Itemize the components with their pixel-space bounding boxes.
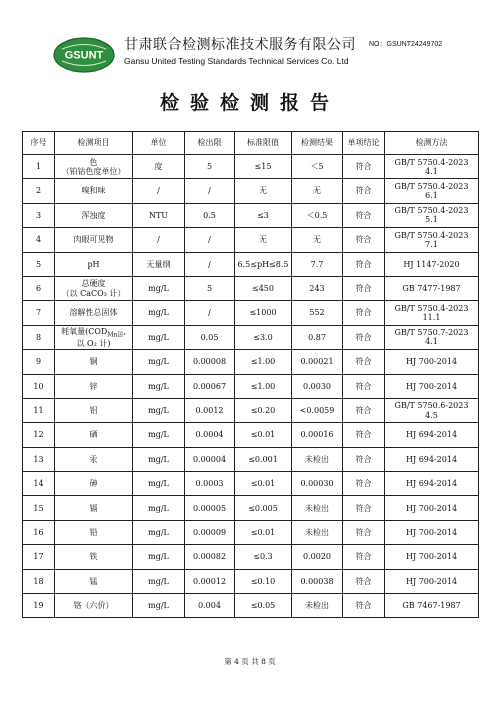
col-result-cell: 243 — [292, 276, 343, 300]
table-row — [23, 374, 479, 398]
col-standard-limit-cell: 无 — [235, 228, 292, 252]
results-table — [22, 131, 479, 618]
col-detection-limit-cell: 0.00082 — [185, 545, 235, 569]
col-method-cell: HJ 694-2014 — [385, 423, 479, 447]
col-detection-limit-cell: 0.0003 — [185, 472, 235, 496]
col-seq-cell: 5 — [23, 252, 55, 276]
logo-text: GSUNT — [64, 49, 104, 62]
col-method-cell: GB 7477-1987 — [385, 276, 479, 300]
col-detection-limit-cell: / — [185, 179, 235, 203]
col-detection-limit-cell: / — [185, 252, 235, 276]
col-standard-limit-cell: ≤0.3 — [235, 545, 292, 569]
col-detection-limit-cell: 0.00005 — [185, 496, 235, 520]
col-standard-limit-cell: ≤3.0 — [235, 325, 292, 349]
col-conclusion-cell: 符合 — [343, 594, 385, 618]
col-unit-cell: 度 — [133, 155, 185, 179]
col-conclusion-cell: 符合 — [343, 472, 385, 496]
col-standard-limit-cell: ≤0.001 — [235, 447, 292, 471]
table-row — [23, 496, 479, 520]
col-item-cell: pH — [55, 252, 133, 276]
col-method-cell: GB/T 5750.7-2023 4.1 — [385, 325, 479, 349]
header-col-unit: 单位 — [133, 132, 185, 155]
col-unit-cell: mg/L — [133, 423, 185, 447]
col-unit-cell: NTU — [133, 203, 185, 227]
table-row — [23, 350, 479, 374]
table-body — [23, 155, 479, 618]
col-standard-limit-cell: ≤0.20 — [235, 398, 292, 422]
table-row — [23, 276, 479, 300]
table-row — [23, 569, 479, 593]
table-row — [23, 155, 479, 179]
col-result-cell: <0.0059 — [292, 398, 343, 422]
col-unit-cell: mg/L — [133, 496, 185, 520]
col-detection-limit-cell: 0.05 — [185, 325, 235, 349]
col-result-cell: 未检出 — [292, 447, 343, 471]
col-standard-limit-cell: 6.5≤pH≤8.5 — [235, 252, 292, 276]
col-conclusion-cell: 符合 — [343, 447, 385, 471]
col-detection-limit-cell: 0.004 — [185, 594, 235, 618]
col-result-cell: 0.00038 — [292, 569, 343, 593]
col-item-cell: 汞 — [55, 447, 133, 471]
col-seq-cell: 11 — [23, 398, 55, 422]
col-unit-cell: mg/L — [133, 545, 185, 569]
table-row — [23, 545, 479, 569]
col-method-cell: GB 7467-1987 — [385, 594, 479, 618]
table-row — [23, 228, 479, 252]
table-row — [23, 252, 479, 276]
col-standard-limit-cell: ≤0.10 — [235, 569, 292, 593]
col-seq-cell: 13 — [23, 447, 55, 471]
col-seq-cell: 16 — [23, 520, 55, 544]
col-item-cell: 铝 — [55, 398, 133, 422]
col-method-cell: GB/T 5750.4-2023 7.1 — [385, 228, 479, 252]
col-standard-limit-cell: 无 — [235, 179, 292, 203]
col-result-cell: 0.00016 — [292, 423, 343, 447]
col-standard-limit-cell: ≤1.00 — [235, 350, 292, 374]
col-result-cell: 0.00030 — [292, 472, 343, 496]
col-standard-limit-cell: ≤0.01 — [235, 472, 292, 496]
col-item-cell: 锌 — [55, 374, 133, 398]
col-item-cell: 嗅和味 — [55, 179, 133, 203]
col-seq-cell: 4 — [23, 228, 55, 252]
col-conclusion-cell: 符合 — [343, 276, 385, 300]
col-unit-cell: mg/L — [133, 374, 185, 398]
col-item-cell: 耗氧量($COD_{Mn法}$, 以 O₂ 计) — [55, 325, 133, 349]
col-method-cell: HJ 700-2014 — [385, 374, 479, 398]
col-result-cell: 无 — [292, 179, 343, 203]
col-method-cell: GB/T 5750.4-2023 11.1 — [385, 301, 479, 325]
col-standard-limit-cell: ≤450 — [235, 276, 292, 300]
col-conclusion-cell: 符合 — [343, 252, 385, 276]
header-col-seq: 序号 — [23, 132, 55, 155]
col-result-cell: ＜0.5 — [292, 203, 343, 227]
col-item-cell: 锰 — [55, 569, 133, 593]
col-seq-cell: 2 — [23, 179, 55, 203]
col-standard-limit-cell: ≤15 — [235, 155, 292, 179]
col-conclusion-cell: 符合 — [343, 325, 385, 349]
col-result-cell: 7.7 — [292, 252, 343, 276]
header-col-method: 检测方法 — [385, 132, 479, 155]
col-method-cell: GB/T 5750.4-2023 5.1 — [385, 203, 479, 227]
table-row — [23, 179, 479, 203]
col-method-cell: GB/T 5750.4-2023 4.1 — [385, 155, 479, 179]
col-standard-limit-cell: ≤1.00 — [235, 374, 292, 398]
col-detection-limit-cell: / — [185, 301, 235, 325]
col-detection-limit-cell: 0.00067 — [185, 374, 235, 398]
header-col-item: 检测项目 — [55, 132, 133, 155]
col-item-cell: 铜 — [55, 350, 133, 374]
col-conclusion-cell: 符合 — [343, 203, 385, 227]
col-conclusion-cell: 符合 — [343, 228, 385, 252]
col-item-cell: 铁 — [55, 545, 133, 569]
col-item-cell: 砷 — [55, 472, 133, 496]
col-method-cell: GB/T 5750.6-2023 4.5 — [385, 398, 479, 422]
col-seq-cell: 14 — [23, 472, 55, 496]
col-seq-cell: 12 — [23, 423, 55, 447]
col-seq-cell: 10 — [23, 374, 55, 398]
col-result-cell: 0.87 — [292, 325, 343, 349]
col-detection-limit-cell: 0.00008 — [185, 350, 235, 374]
col-seq-cell: 9 — [23, 350, 55, 374]
table-row — [23, 423, 479, 447]
company-name-en: Gansu United Testing Standards Technical Services Co. Ltd — [124, 56, 349, 66]
col-conclusion-cell: 符合 — [343, 374, 385, 398]
col-result-cell: 0.00021 — [292, 350, 343, 374]
col-result-cell: 未检出 — [292, 520, 343, 544]
col-conclusion-cell: 符合 — [343, 398, 385, 422]
col-result-cell: 未检出 — [292, 496, 343, 520]
col-item-cell: 镉 — [55, 496, 133, 520]
col-unit-cell: / — [133, 228, 185, 252]
header-col-conclusion: 单项结论 — [343, 132, 385, 155]
col-result-cell: 无 — [292, 228, 343, 252]
col-result-cell: 0.0030 — [292, 374, 343, 398]
col-conclusion-cell: 符合 — [343, 423, 385, 447]
col-detection-limit-cell: 0.00012 — [185, 569, 235, 593]
col-item-cell: 溶解性总固体 — [55, 301, 133, 325]
col-method-cell: HJ 700-2014 — [385, 520, 479, 544]
company-name-cn: 甘肃联合检测标准技术服务有限公司 — [124, 37, 356, 53]
table-row — [23, 325, 479, 349]
col-item-cell: 铬（六价） — [55, 594, 133, 618]
col-seq-cell: 15 — [23, 496, 55, 520]
col-item-cell: 硒 — [55, 423, 133, 447]
col-result-cell: ＜5 — [292, 155, 343, 179]
col-method-cell: HJ 694-2014 — [385, 447, 479, 471]
col-seq-cell: 6 — [23, 276, 55, 300]
table-row — [23, 472, 479, 496]
col-standard-limit-cell: ≤0.01 — [235, 520, 292, 544]
header-col-result: 检测结果 — [292, 132, 343, 155]
col-unit-cell: mg/L — [133, 472, 185, 496]
col-detection-limit-cell: 0.0012 — [185, 398, 235, 422]
col-item-cell: 浑浊度 — [55, 203, 133, 227]
company-logo — [52, 36, 116, 74]
header-col-detection-limit: 检出限 — [185, 132, 235, 155]
col-seq-cell: 17 — [23, 545, 55, 569]
col-unit-cell: mg/L — [133, 325, 185, 349]
col-standard-limit-cell: ≤1000 — [235, 301, 292, 325]
col-method-cell: HJ 700-2014 — [385, 350, 479, 374]
col-unit-cell: / — [133, 179, 185, 203]
col-method-cell: HJ 1147-2020 — [385, 252, 479, 276]
col-unit-cell: mg/L — [133, 447, 185, 471]
col-conclusion-cell: 符合 — [343, 155, 385, 179]
col-seq-cell: 7 — [23, 301, 55, 325]
col-standard-limit-cell: ≤0.01 — [235, 423, 292, 447]
table-row — [23, 447, 479, 471]
col-conclusion-cell: 符合 — [343, 545, 385, 569]
table-header-row — [23, 132, 479, 155]
col-conclusion-cell: 符合 — [343, 179, 385, 203]
col-conclusion-cell: 符合 — [343, 301, 385, 325]
header-col-standard-limit: 标准限值 — [235, 132, 292, 155]
col-unit-cell: mg/L — [133, 350, 185, 374]
col-conclusion-cell: 符合 — [343, 520, 385, 544]
col-item-cell: 总硬度 （以 CaCO₃ 计） — [55, 276, 133, 300]
col-seq-cell: 18 — [23, 569, 55, 593]
col-conclusion-cell: 符合 — [343, 350, 385, 374]
col-standard-limit-cell: ≤3 — [235, 203, 292, 227]
col-seq-cell: 8 — [23, 325, 55, 349]
table-row — [23, 398, 479, 422]
report-number: NO：GSUNT24249702 — [369, 41, 443, 48]
col-standard-limit-cell: ≤0.05 — [235, 594, 292, 618]
col-unit-cell: mg/L — [133, 276, 185, 300]
table-row — [23, 594, 479, 618]
col-item-cell: 色 （铂钴色度单位） — [55, 155, 133, 179]
col-conclusion-cell: 符合 — [343, 496, 385, 520]
col-unit-cell: 无量纲 — [133, 252, 185, 276]
col-result-cell: 0.0020 — [292, 545, 343, 569]
col-detection-limit-cell: 5 — [185, 155, 235, 179]
col-seq-cell: 19 — [23, 594, 55, 618]
table-row — [23, 203, 479, 227]
col-detection-limit-cell: 0.5 — [185, 203, 235, 227]
col-item-cell: 肉眼可见物 — [55, 228, 133, 252]
col-unit-cell: mg/L — [133, 520, 185, 544]
col-conclusion-cell: 符合 — [343, 569, 385, 593]
col-method-cell: HJ 700-2014 — [385, 496, 479, 520]
col-detection-limit-cell: 0.00004 — [185, 447, 235, 471]
col-unit-cell: mg/L — [133, 594, 185, 618]
col-result-cell: 未检出 — [292, 594, 343, 618]
col-unit-cell: mg/L — [133, 301, 185, 325]
col-method-cell: HJ 700-2014 — [385, 545, 479, 569]
table-row — [23, 520, 479, 544]
page-footer: 第 4 页 共 8 页 — [224, 657, 276, 666]
col-seq-cell: 1 — [23, 155, 55, 179]
col-standard-limit-cell: ≤0.005 — [235, 496, 292, 520]
col-unit-cell: mg/L — [133, 398, 185, 422]
col-seq-cell: 3 — [23, 203, 55, 227]
col-detection-limit-cell: 0.00009 — [185, 520, 235, 544]
col-method-cell: HJ 700-2014 — [385, 569, 479, 593]
col-method-cell: GB/T 5750.4-2023 6.1 — [385, 179, 479, 203]
col-detection-limit-cell: / — [185, 228, 235, 252]
col-unit-cell: mg/L — [133, 569, 185, 593]
col-detection-limit-cell: 0.0004 — [185, 423, 235, 447]
col-method-cell: HJ 694-2014 — [385, 472, 479, 496]
col-result-cell: 552 — [292, 301, 343, 325]
col-item-cell: 铅 — [55, 520, 133, 544]
report-title: 检验检测报告 — [159, 92, 340, 114]
col-detection-limit-cell: 5 — [185, 276, 235, 300]
table-row — [23, 301, 479, 325]
